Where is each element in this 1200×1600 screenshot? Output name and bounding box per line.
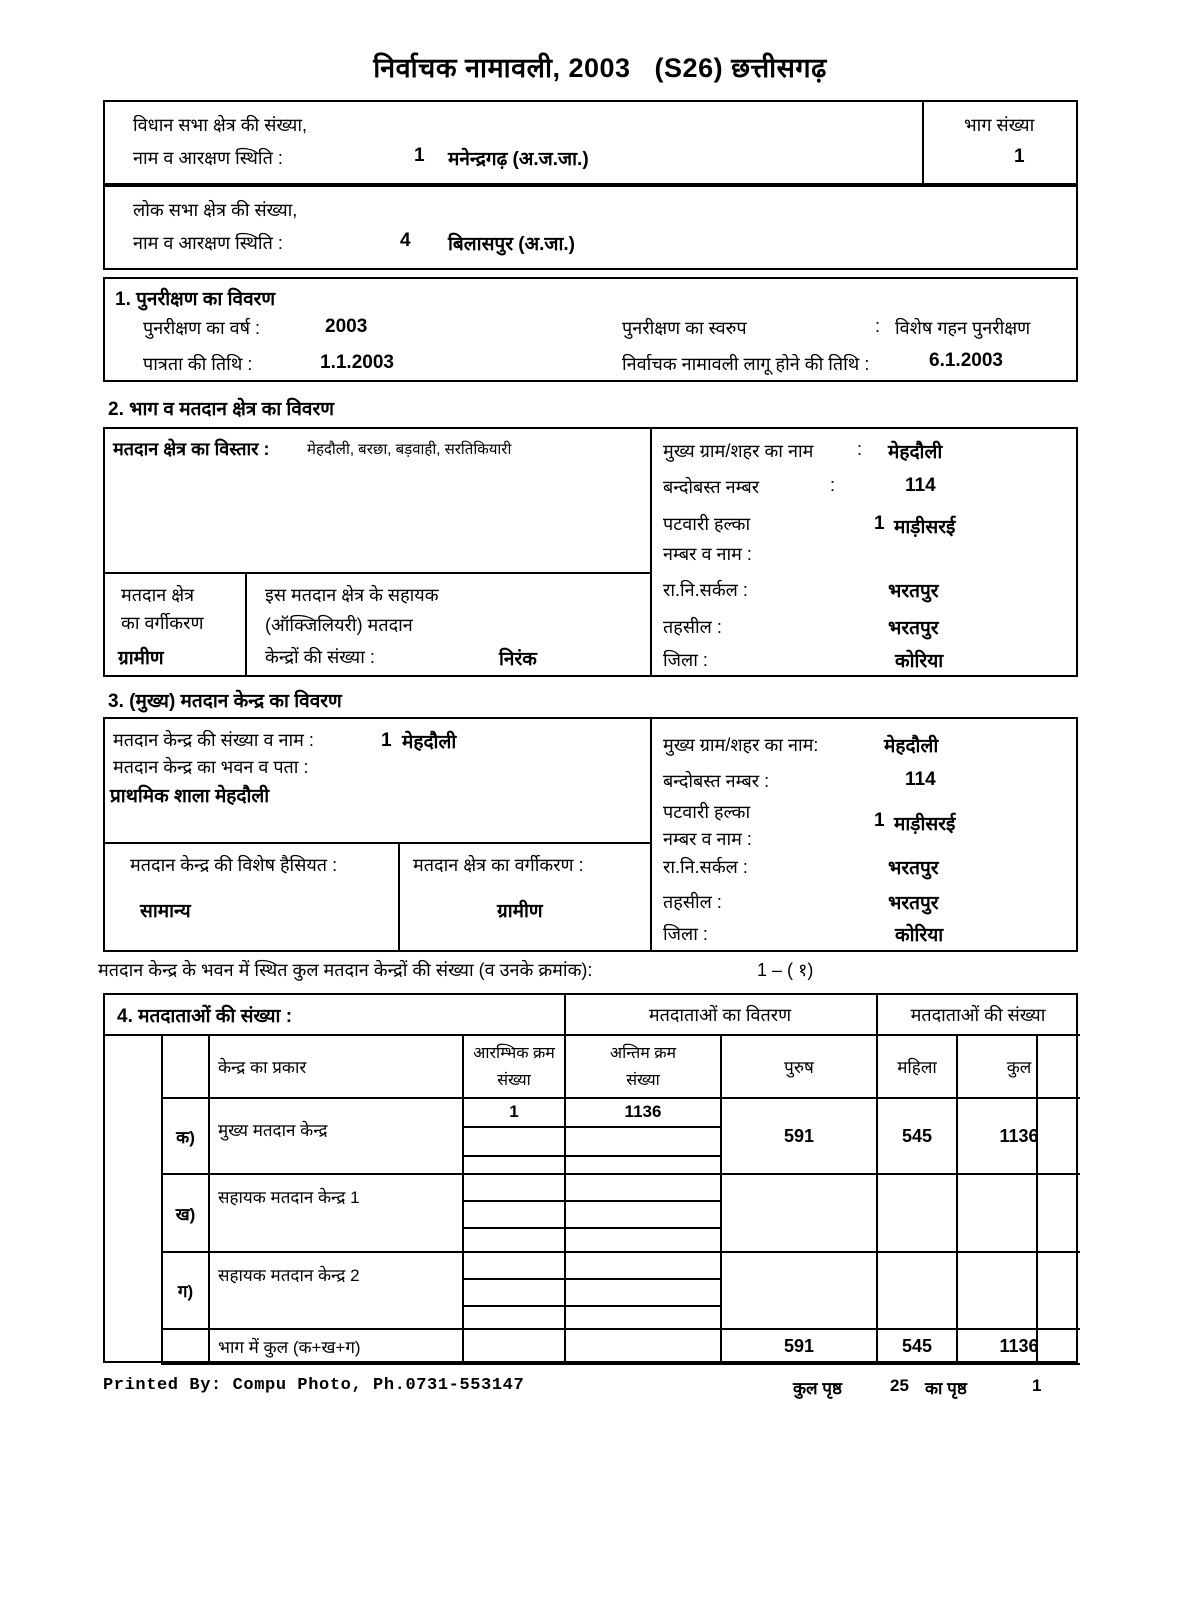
s2-settlement-value: 114 [905,475,936,496]
t4-row0-end-serial: 1136 [624,1102,662,1121]
s2-district-label: जिला : [663,650,708,670]
revision-type-value: विशेष गहन पुनरीक्षण [895,318,1031,338]
t4-row1-end-serial [566,1175,720,1201]
s3-special-status-value: सामान्य [140,901,191,922]
t4-group-distribution: मतदाताओं का वितरण [648,1004,792,1025]
t4-row2-subline2 [462,1305,720,1307]
t4-row0-type: मुख्य मतदान केन्द्र [218,1120,328,1140]
t4-row2-key: ग) [177,1282,194,1301]
parliament-label-line2: नाम व आरक्षण स्थिति : [133,233,283,253]
section1-heading: 1. पुनरीक्षण का विवरण [115,289,276,310]
s3-settlement-label: बन्दोबस्त नम्बर : [663,771,770,791]
s2-circle-label: रा.नि.सर्कल : [663,580,748,600]
total-stations-note-label: मतदान केन्द्र के भवन में स्थित कुल मतदान केन्द्रों की संख्या (व उनके क्रमांक): [98,960,593,980]
s2-district-value: कोरिया [895,651,944,672]
page-number-value: 1 [1032,1376,1042,1395]
t4-row2-start-serial [464,1253,564,1279]
t4-total-end-serial [566,1330,720,1363]
t4-col-total: कुल [1006,1058,1032,1077]
revision-year-value: 2003 [325,316,368,337]
t4-row2-subline1 [462,1278,720,1280]
t4-total-type: भाग में कुल (क+ख+ग) [218,1338,361,1357]
s3-village-value: मेहदौली [884,736,939,757]
total-pages-label: कुल पृष्ठ [793,1379,842,1398]
t4-total-female: 545 [901,1336,933,1356]
extent-value: मेहदौली, बरछा, बड़वाही, सरतिकियारी [307,441,512,458]
revision-type-colon: : [875,316,881,336]
t4-total-start-serial [464,1330,564,1363]
s3-patwari-name: माड़ीसरई [894,814,956,835]
s3-area-class-label: मतदान क्षेत्र का वर्गीकरण : [413,855,584,875]
t4-row0-subline2 [462,1155,720,1157]
t4-col-male: पुरुष [784,1058,814,1077]
s3-circle-label: रा.नि.सर्कल : [663,857,748,877]
s2-patwari-name: माड़ीसरई [894,517,956,538]
assembly-box-divider [922,100,924,185]
section2-classification-divider [245,572,247,677]
of-page-label: का पृष्ठ [925,1379,967,1398]
t4-row2-female [878,1253,956,1328]
total-stations-note-value: 1 – ( १) [757,960,814,980]
t4-row2-male [722,1253,876,1328]
t4-total-key [163,1330,208,1363]
t4-col-start-serial-line2: संख्या [497,1072,531,1089]
extent-label: मतदान क्षेत्र का विस्तार : [113,439,270,459]
s2-village-colon: : [857,439,863,459]
s3-station-label: मतदान केन्द्र की संख्या व नाम : [113,730,314,750]
s3-village-label: मुख्य ग्राम/शहर का नाम: [663,735,819,755]
s3-district-value: कोरिया [895,925,944,946]
t4-col-end-serial-line2: संख्या [626,1072,660,1089]
t4-group-count: मतदाताओं की संख्या [910,1004,1046,1025]
s3-tehsil-value: भरतपुर [888,893,939,914]
t4-row1-subline2 [462,1227,720,1229]
t4-row2-type: सहायक मतदान केन्द्र 2 [218,1265,360,1285]
section3-status-divider [398,842,400,952]
auxiliary-label-line3: केन्द्रों की संख्या : [265,647,375,667]
page-title: निर्वाचक नामावली, 2003 (S26) छत्तीसगढ़ [373,53,827,83]
s3-station-name: मेहदौली [402,732,457,753]
t4-row2-total [958,1253,1080,1328]
s3-patwari-number: 1 [874,810,885,831]
t4-total-bottom [161,1363,1080,1365]
section3-main-divider [650,717,652,952]
section3-left-divider [103,842,650,844]
t4-row0-total: 1136 [999,1125,1039,1146]
s3-patwari-label-line2: नम्बर व नाम : [663,829,752,849]
auxiliary-value: निरंक [499,649,537,670]
t4-row0-key: क) [176,1127,195,1147]
parliament-name: बिलासपुर (अ.जा.) [448,234,576,255]
part-number-value: 1 [1014,146,1025,167]
t4-total-total: 1136 [999,1336,1039,1356]
s3-tehsil-label: तहसील : [663,892,722,912]
s3-settlement-value: 114 [905,769,936,790]
total-pages-value: 25 [890,1376,909,1395]
publication-date-value: 6.1.2003 [929,350,1003,371]
t4-row1-total [958,1175,1080,1251]
revision-year-label: पुनरीक्षण का वर्ष : [143,318,261,338]
parliament-number: 4 [400,230,411,251]
s2-settlement-label: बन्दोबस्त नम्बर [663,477,760,497]
t4-row0-male: 591 [783,1125,815,1146]
t4-row0-female: 545 [901,1125,933,1146]
qualifying-date-value: 1.1.2003 [320,352,394,373]
s3-station-number: 1 [381,730,392,751]
section3-heading: 3. (मुख्य) मतदान केन्द्र का विवरण [108,691,342,712]
assembly-name: मनेन्द्रगढ़ (अ.ज.जा.) [448,149,589,170]
s2-patwari-number: 1 [874,513,885,534]
t4-col-end-serial-line1: अन्तिम क्रम [609,1045,677,1062]
t4-row1-key: ख) [175,1204,196,1224]
s2-circle-value: भरतपुर [888,581,939,602]
s3-patwari-label-line1: पटवारी हल्का [663,802,751,822]
t4-row0-start-serial: 1 [509,1102,519,1121]
s3-special-status-label: मतदान केन्द्र की विशेष हैसियत : [130,855,338,875]
qualifying-date-label: पात्रता की तिथि : [143,354,253,374]
assembly-label-line1: विधान सभा क्षेत्र की संख्या, [133,115,308,135]
t4-total-male: 591 [783,1336,815,1356]
revision-type-label: पुनरीक्षण का स्वरुप [622,318,747,338]
s3-district-label: जिला : [663,924,708,944]
auxiliary-label-line1: इस मतदान क्षेत्र के सहायक [265,585,439,605]
area-classification-label-line2: का वर्गीकरण [121,613,204,633]
t4-row2-end-serial [566,1253,720,1279]
t4-col-start-serial-line1: आरम्भिक क्रम [473,1045,555,1062]
t4-col-female: महिला [897,1058,937,1077]
section2-heading: 2. भाग व मतदान क्षेत्र का विवरण [108,399,334,420]
area-classification-value: ग्रामीण [118,648,164,669]
s2-village-label: मुख्य ग्राम/शहर का नाम [663,441,814,461]
s2-village-value: मेहदौली [888,442,943,463]
t4-row1-type: सहायक मतदान केन्द्र 1 [218,1187,360,1207]
auxiliary-label-line2: (ऑक्जिलियरी) मतदान [265,615,413,635]
section4-heading: 4. मतदाताओं की संख्या : [117,1005,293,1027]
t4-row1-start-serial [464,1175,564,1201]
t4-row0-subline1 [462,1126,720,1128]
t4-row1-subline1 [462,1200,720,1202]
s2-tehsil-value: भरतपुर [888,618,939,639]
s2-settlement-colon: : [830,475,836,495]
s3-circle-value: भरतपुर [888,858,939,879]
s3-building-label: मतदान केन्द्र का भवन व पता : [113,757,309,777]
section2-main-divider [650,427,652,677]
publication-date-label: निर्वाचक नामावली लागू होने की तिथि : [622,354,870,374]
assembly-label-line2: नाम व आरक्षण स्थिति : [133,148,283,168]
t4-col-type: केन्द्र का प्रकार [218,1058,307,1077]
parliament-label-line1: लोक सभा क्षेत्र की संख्या, [133,200,298,220]
t4-row1-female [878,1175,956,1251]
s3-building-value: प्राथमिक शाला मेहदौली [110,786,270,807]
section2-left-divider [103,572,650,574]
voters-count-table [103,993,1078,1363]
area-classification-label-line1: मतदान क्षेत्र [121,585,195,605]
s3-area-class-value: ग्रामीण [497,901,543,922]
s2-tehsil-label: तहसील : [663,617,722,637]
t4-row1-male [722,1175,876,1251]
assembly-number: 1 [414,145,425,166]
s2-patwari-label-line1: पटवारी हल्का [663,514,751,534]
printed-by-text: Printed By: Compu Photo, Ph.0731-553147 [103,1376,525,1395]
s2-patwari-label-line2: नम्बर व नाम : [663,544,752,564]
part-number-label: भाग संख्या [964,115,1035,135]
